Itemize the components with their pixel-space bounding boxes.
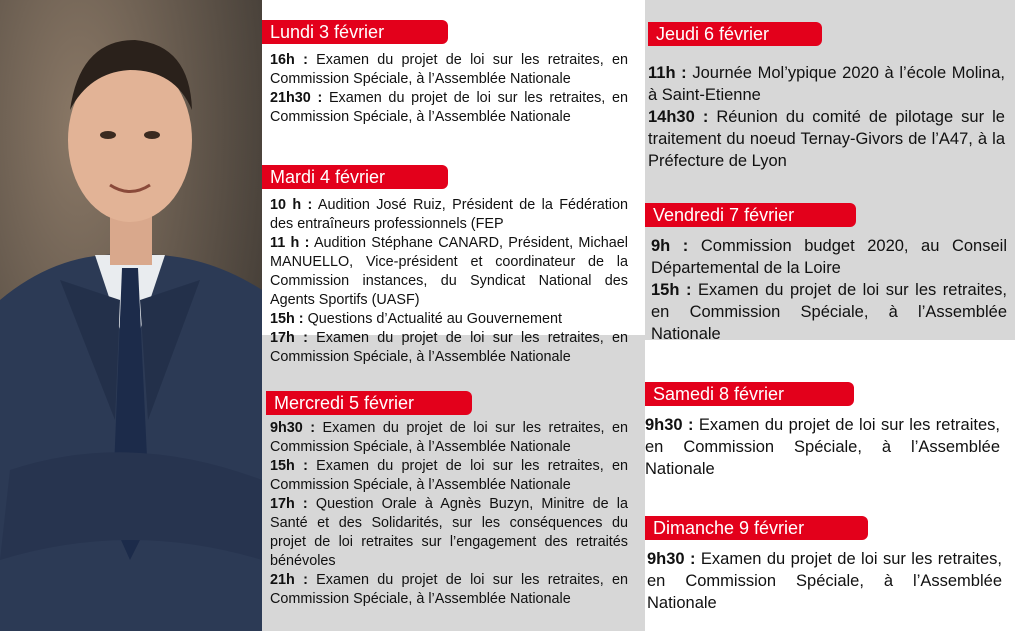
sunday-events bbox=[647, 548, 1002, 614]
portrait-photo bbox=[0, 0, 262, 631]
event: 21h : Examen du projet de loi sur les retraites, en Commission Spéciale, à l’Assemblée Nationale bbox=[270, 572, 628, 607]
monday-events bbox=[270, 51, 628, 127]
event: 9h30 : Examen du projet de loi sur les retraites, en Commission Spéciale, à l’Assemblée Nationale bbox=[647, 550, 1002, 612]
event: 17h : Question Orale à Agnès Buzyn, Minitre de la Santé et des Solidarités, sur les conséquences du projet de loi retraites sur l’engagement des retraités bénévoles bbox=[270, 496, 628, 569]
day-header-sunday: Dimanche 9 février bbox=[645, 516, 868, 540]
day-header-saturday: Samedi 8 février bbox=[645, 382, 854, 406]
event: 9h30 : Examen du projet de loi sur les retraites, en Commission Spéciale, à l’Assemblée Nationale bbox=[270, 420, 628, 455]
event: 11h : Journée Mol’ypique 2020 à l’école Molina, à Saint-Etienne bbox=[648, 64, 1005, 104]
event: 15h : Examen du projet de loi sur les retraites, en Commission Spéciale, à l’Assemblée Nationale bbox=[651, 281, 1007, 343]
wednesday-events bbox=[270, 419, 628, 609]
event: 11 h : Audition Stéphane CANARD, Président, Michael MANUELLO, Vice-président et coordinateur de la Commission instances, du Syndicat National des Agents Sportifs (UASF) bbox=[270, 235, 628, 308]
man-portrait-illustration bbox=[0, 0, 262, 631]
day-header-tuesday: Mardi 4 février bbox=[262, 165, 448, 189]
event: 15h : Examen du projet de loi sur les retraites, en Commission Spéciale, à l’Assemblée Nationale bbox=[270, 458, 628, 493]
event: 9h30 : Examen du projet de loi sur les retraites, en Commission Spéciale, à l’Assemblée Nationale bbox=[645, 416, 1000, 478]
event: 15h : Questions d’Actualité au Gouvernement bbox=[270, 311, 562, 327]
day-header-monday: Lundi 3 février bbox=[262, 20, 448, 44]
friday-events bbox=[651, 235, 1007, 345]
saturday-events bbox=[645, 414, 1000, 480]
thursday-events bbox=[648, 62, 1005, 172]
event: 14h30 : Réunion du comité de pilotage sur le traitement du noeud Ternay-Givors de l’A47, à la Préfecture de Lyon bbox=[648, 108, 1005, 170]
event: 21h30 : Examen du projet de loi sur les retraites, en Commission Spéciale, à l’Assemblée Nationale bbox=[270, 90, 628, 125]
event: 9h : Commission budget 2020, au Conseil Départemental de la Loire bbox=[651, 237, 1007, 277]
event: 17h : Examen du projet de loi sur les retraites, en Commission Spéciale, à l’Assemblée Nationale bbox=[270, 330, 628, 365]
day-header-thursday: Jeudi 6 février bbox=[648, 22, 822, 46]
event: 16h : Examen du projet de loi sur les retraites, en Commission Spéciale, à l’Assemblée Nationale bbox=[270, 52, 628, 87]
tuesday-events bbox=[270, 196, 628, 367]
event: 10 h : Audition José Ruiz, Président de la Fédération des entraîneurs professionnels (FEP bbox=[270, 197, 628, 232]
day-header-friday: Vendredi 7 février bbox=[645, 203, 856, 227]
day-header-wednesday: Mercredi 5 février bbox=[266, 391, 472, 415]
